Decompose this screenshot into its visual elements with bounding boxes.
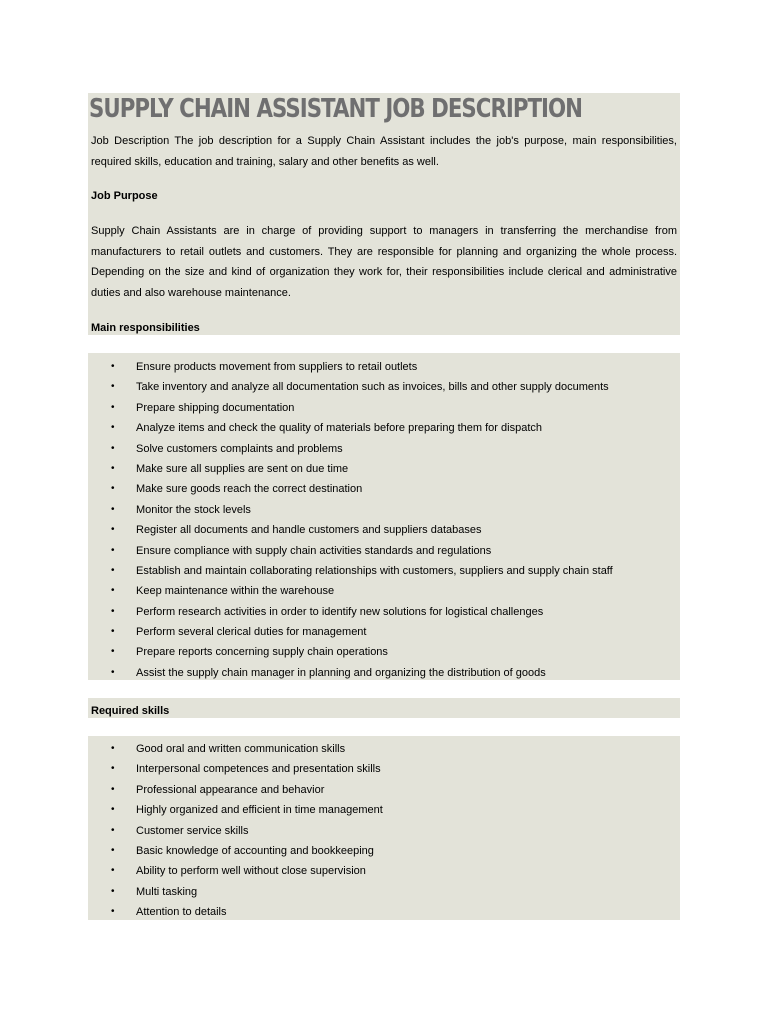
list-item-text: Ensure products movement from suppliers to retail outlets — [136, 361, 418, 373]
bullet-icon: • — [111, 585, 115, 597]
bullet-icon: • — [111, 605, 115, 617]
list-item-text: Prepare shipping documentation — [136, 401, 295, 414]
list-item-text: Professional appearance and behavior — [136, 783, 325, 796]
list-item-text: Assist the supply chain manager in planning and organizing the distribution of goods — [136, 666, 546, 679]
bullet-icon: • — [111, 401, 115, 413]
job-purpose-heading: Job Purpose — [91, 190, 158, 202]
list-item-text: Register all documents and handle customers and suppliers databases — [136, 524, 482, 537]
skills-heading: Required skills — [91, 705, 170, 717]
bullet-icon: • — [111, 885, 115, 897]
list-item-text: Ability to perform well without close supervision — [136, 865, 366, 878]
bullet-icon: • — [111, 666, 115, 678]
list-item-text: Make sure all supplies are sent on due time — [136, 462, 349, 475]
bullet-icon: • — [111, 743, 115, 754]
list-item-text: Multi tasking — [136, 885, 198, 898]
bullet-icon: • — [111, 906, 115, 918]
list-item-text: Customer service skills — [136, 824, 249, 837]
list-item-text: Solve customers complaints and problems — [136, 442, 343, 455]
responsibilities-heading: Main responsibilities — [91, 322, 200, 334]
list-item-text: Keep maintenance within the warehouse — [136, 585, 335, 598]
job-purpose-paragraph: Supply Chain Assistants are in charge of providing support to managers in transferring the merchandise from manufacturers to retail outlets and customers. They are responsible for planning and organizing the whole process. Depending on the size and kind of organization they work for, their responsibilities include clerical and administrative duties and also warehouse maintenance. — [91, 225, 677, 299]
bullet-icon: • — [111, 783, 115, 795]
list-item-text: Perform research activities in order to identify new solutions for logistical challenges — [136, 605, 544, 618]
list-item-text: Highly organized and efficient in time management — [136, 804, 383, 817]
list-item-text: Monitor the stock levels — [136, 503, 251, 516]
list-item-text: Perform several clerical duties for management — [136, 626, 367, 639]
list-item-text: Make sure goods reach the correct destination — [136, 483, 363, 496]
skills-heading-background — [88, 698, 680, 718]
bullet-icon: • — [111, 381, 115, 393]
bullet-icon: • — [111, 824, 115, 836]
bullet-icon: • — [111, 361, 115, 372]
bullet-icon: • — [111, 524, 115, 536]
list-item-text: Prepare reports concerning supply chain operations — [136, 646, 388, 659]
bullet-icon: • — [111, 844, 115, 856]
bullet-icon: • — [111, 544, 115, 556]
list-item-text: Establish and maintain collaborating relationships with customers, suppliers and supply chain staff — [136, 564, 613, 577]
list-item-text: Take inventory and analyze all documentation such as invoices, bills and other supply documents — [136, 381, 609, 394]
list-item-text: Basic knowledge of accounting and bookkeeping — [136, 844, 374, 857]
list-item-text: Ensure compliance with supply chain activities standards and regulations — [136, 544, 492, 557]
list-item-text: Interpersonal competences and presentation skills — [136, 763, 381, 776]
bullet-icon: • — [111, 483, 115, 495]
bullet-icon: • — [111, 763, 115, 775]
list-item-text: Attention to details — [136, 906, 227, 919]
intro-paragraph: Job Description The job description for a Supply Chain Assistant includes the job's purpose, main responsibilities, required skills, education and training, salary and other benefits as well. — [91, 135, 677, 168]
bullet-icon: • — [111, 646, 115, 658]
list-item-text: Analyze items and check the quality of materials before preparing them for dispatch — [136, 422, 542, 435]
bullet-icon: • — [111, 442, 115, 454]
bullet-icon: • — [111, 462, 115, 474]
bullet-icon: • — [111, 865, 115, 877]
list-item-text: Good oral and written communication skills — [136, 743, 346, 755]
bullet-icon: • — [111, 804, 115, 816]
bullet-icon: • — [111, 422, 115, 434]
bullet-icon: • — [111, 564, 115, 576]
bullet-icon: • — [111, 626, 115, 638]
bullet-icon: • — [111, 503, 115, 515]
document-title: SUPPLY CHAIN ASSISTANT JOB DESCRIPTION — [89, 94, 582, 124]
